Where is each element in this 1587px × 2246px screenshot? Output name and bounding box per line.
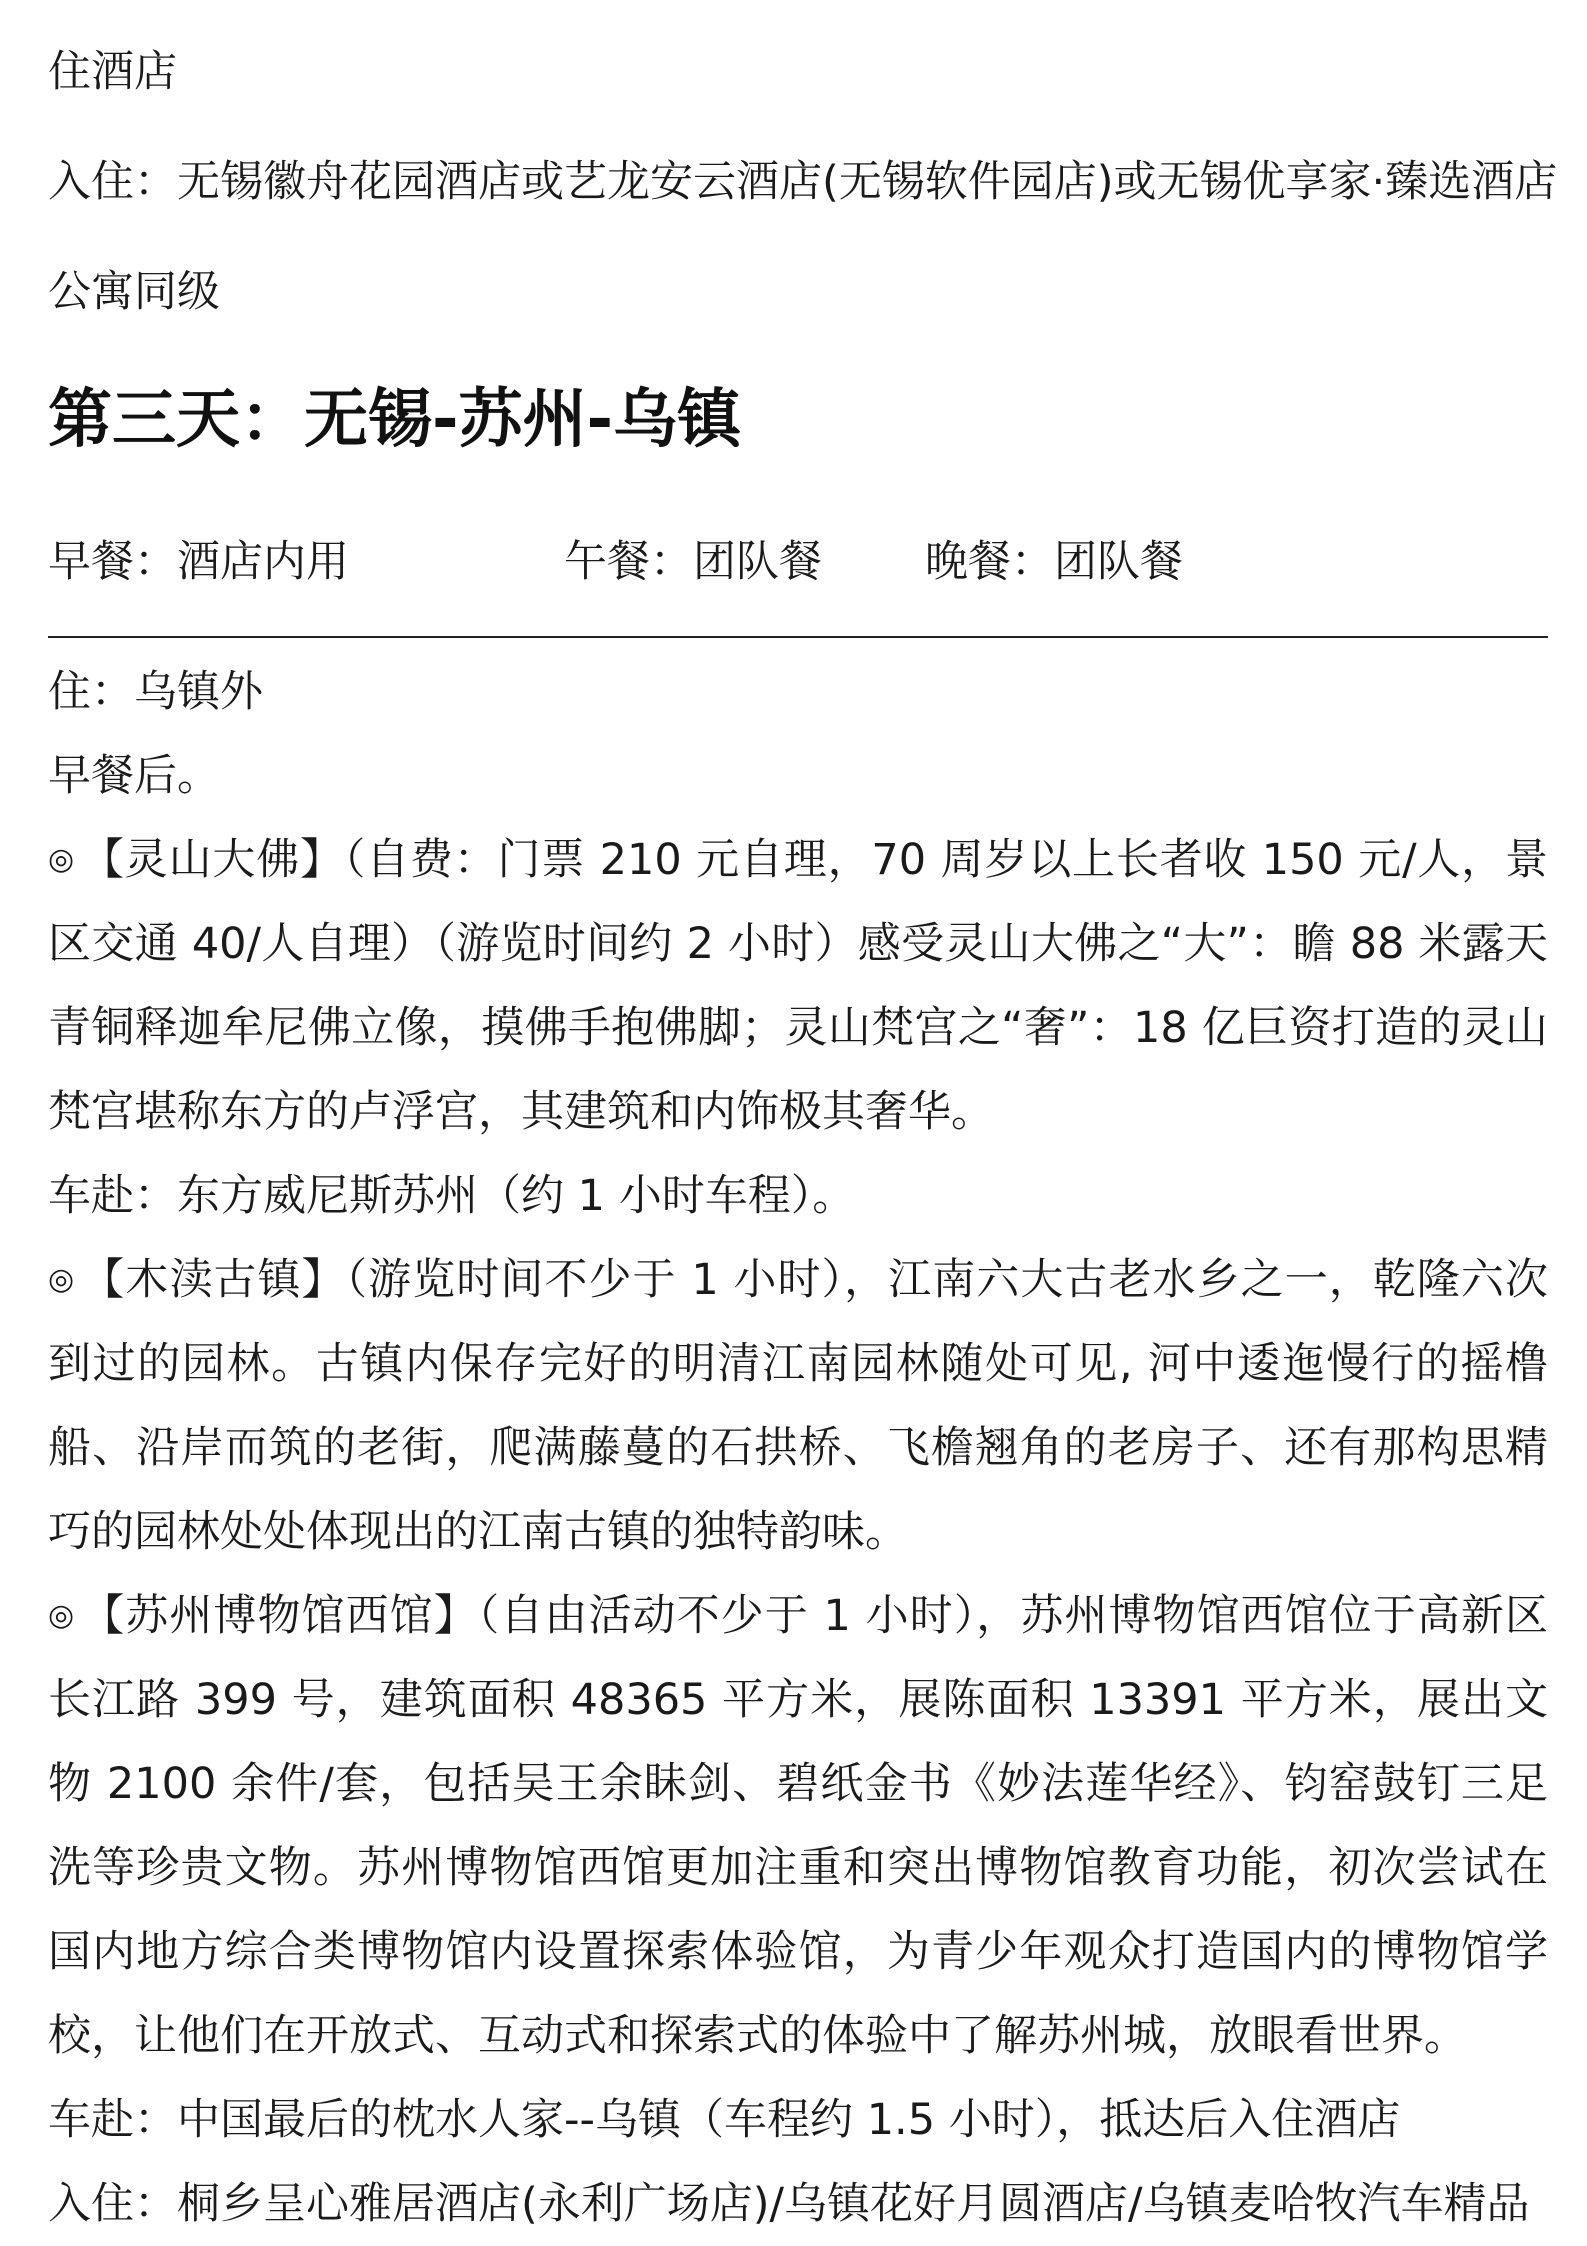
bullet-icon: ◎	[48, 1262, 76, 1297]
transfer-suzhou-line: 车赴：东方威尼斯苏州（约 1 小时车程）。	[48, 1171, 856, 1221]
meal-dinner: 晚餐：团队餐	[925, 537, 1183, 587]
checkin-hotels-line: 入住：无锡徽舟花园酒店或艺龙安云酒店(无锡软件园店)或无锡优享家·臻选酒店	[48, 157, 1558, 207]
mudu-paragraph	[48, 1238, 1548, 1574]
bullet-icon: ◎	[48, 842, 75, 877]
checkin-hotels-continued: 公寓同级	[48, 267, 220, 317]
museum-text: 【苏州博物馆西馆】（自由活动不少于 1 小时），苏州博物馆西馆位于高新区长江路 399 号，建筑面积 48365 平方米，展陈面积 13391 平方米，展出文物 2100 余件/套，包括吴王余眛剑、碧纸金书《妙法莲华经》、钧窑鼓钉三足洗等珍贵文物。苏州博物馆西馆更加注重和突出博物馆教育功能，初次尝试在国内地方综合类博物馆内设置探索体验馆，为青少年观众打造国内的博物馆学校，让他们在开放式、互动式和探索式的体验中了解苏州城，放眼看世界。	[48, 1591, 1548, 2061]
lingshan-paragraph	[48, 818, 1548, 1154]
mudu-text: 【木渎古镇】（游览时间不少于 1 小时），江南六大古老水乡之一，乾隆六次到过的园林。古镇内保存完好的明清江南园林随处可见, 河中逶迤慢行的摇橹船、沿岸而筑的老街，爬满藤蔓的石拱桥、飞檐翘角的老房子、还有那构思精巧的园林处处体现出的江南古镇的独特韵味。	[48, 1255, 1548, 1557]
day-description	[48, 650, 1548, 2246]
lingshan-text: 【灵山大佛】（自费：门票 210 元自理，70 周岁以上长者收 150 元/人，景区交通 40/人自理）（游览时间约 2 小时）感受灵山大佛之“大”：瞻 88 米露天青铜释迦牟尼佛立像，摸佛手抱佛脚；灵山梵宫之“奢”：18 亿巨资打造的灵山梵宫堪称东方的卢浮宫，其建筑和内饰极其奢华。	[48, 835, 1548, 1137]
checkin-wuzhen-line: 入住：桐乡呈心雅居酒店(永利广场店)/乌镇花好月圆酒店/乌镇麦哈牧汽车精品	[48, 2179, 1530, 2229]
transfer-wuzhen-line: 车赴：中国最后的枕水人家--乌镇（车程约 1.5 小时），抵达后入住酒店	[48, 2095, 1401, 2145]
meal-lunch: 午餐：团队餐	[564, 537, 822, 587]
after-breakfast-line: 早餐后。	[48, 751, 220, 801]
meal-breakfast: 早餐：酒店内用	[48, 537, 349, 587]
hotel-intro-line: 住酒店	[48, 47, 177, 97]
section-divider	[48, 636, 1548, 638]
stay-line: 住：乌镇外	[48, 667, 263, 717]
museum-paragraph	[48, 1574, 1548, 2078]
bullet-icon: ◎	[48, 1598, 76, 1633]
day-title: 第三天：无锡-苏州-乌镇	[48, 383, 742, 457]
